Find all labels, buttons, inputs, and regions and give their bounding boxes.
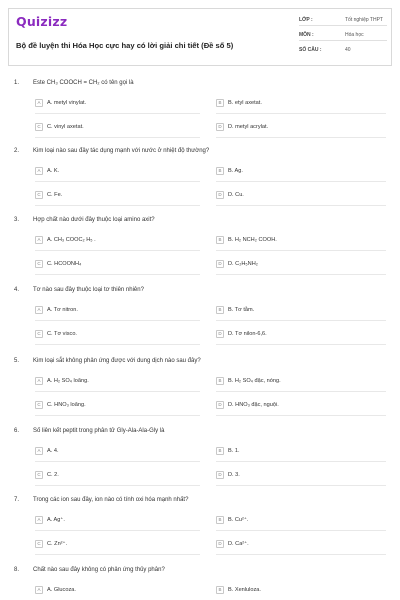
- question-text: Chất nào sau đây không có phản ứng thủy phân?: [33, 567, 165, 573]
- option-letter-box: A: [35, 236, 43, 244]
- option-divider: [216, 554, 386, 555]
- option-divider: [35, 530, 200, 531]
- answer-option[interactable]: [216, 377, 281, 389]
- option-letter-box: A: [35, 377, 43, 385]
- answer-option[interactable]: [216, 191, 244, 203]
- meta-value: Tốt nghiệp THPT: [345, 17, 383, 23]
- option-letter-box: D: [216, 471, 224, 479]
- option-letter-box: B: [216, 516, 224, 524]
- option-divider: [216, 415, 386, 416]
- option-divider: [35, 320, 200, 321]
- option-divider: [35, 461, 200, 462]
- option-divider: [216, 137, 386, 138]
- option-text: B. H₂ NCH₂ COOH.: [228, 237, 277, 243]
- option-divider: [216, 485, 386, 486]
- option-text: A. Tơ nitron.: [47, 307, 78, 313]
- meta-divider: [299, 25, 387, 26]
- question-text: Trong các ion sau đây, ion nào có tính oxi hóa mạnh nhất?: [33, 497, 189, 503]
- option-divider: [35, 485, 200, 486]
- quizizz-logo: Quizizz: [16, 14, 68, 29]
- answer-option[interactable]: [216, 236, 277, 248]
- meta-key: SỐ CÂU :: [299, 47, 322, 53]
- option-divider: [216, 205, 386, 206]
- worksheet-header: [8, 8, 392, 66]
- answer-option[interactable]: [216, 471, 240, 483]
- option-text: B. H₂ SO₄ đặc, nóng.: [228, 378, 281, 384]
- question-number: 7.: [14, 497, 20, 503]
- option-letter-box: A: [35, 447, 43, 455]
- option-text: A. metyl vinylat.: [47, 100, 87, 106]
- option-text: C. Zn²⁺.: [47, 541, 68, 547]
- option-letter-box: D: [216, 123, 224, 131]
- question-text: Kim loại nào sau đây tác dụng mạnh với nước ở nhiệt độ thường?: [33, 148, 210, 154]
- option-divider: [216, 274, 386, 275]
- option-text: B. etyl axetat.: [228, 100, 262, 106]
- option-divider: [35, 205, 200, 206]
- option-text: C. Fe.: [47, 192, 63, 198]
- meta-value: 40: [345, 47, 351, 53]
- answer-option[interactable]: [35, 236, 96, 248]
- option-letter-box: D: [216, 260, 224, 268]
- option-letter-box: A: [35, 586, 43, 594]
- option-divider: [216, 320, 386, 321]
- option-letter-box: C: [35, 123, 43, 131]
- option-text: C. 2.: [47, 472, 59, 478]
- option-letter-box: A: [35, 167, 43, 175]
- option-divider: [216, 250, 386, 251]
- answer-option[interactable]: [35, 191, 62, 203]
- option-divider: [35, 250, 200, 251]
- option-letter-box: C: [35, 191, 43, 199]
- answer-option[interactable]: [216, 447, 240, 459]
- answer-option[interactable]: [216, 540, 249, 552]
- option-text: B. Ag.: [228, 168, 243, 174]
- option-letter-box: B: [216, 99, 224, 107]
- question-number: 2.: [14, 148, 20, 154]
- option-text: C. HCOONH₄: [47, 261, 82, 267]
- answer-option[interactable]: [216, 586, 261, 598]
- option-text: D. metyl acrylat.: [228, 124, 269, 130]
- option-letter-box: D: [216, 191, 224, 199]
- option-text: B. Tơ tằm.: [228, 307, 255, 313]
- option-divider: [216, 530, 386, 531]
- option-letter-box: B: [216, 306, 224, 314]
- option-text: D. 3.: [228, 472, 240, 478]
- option-letter-box: B: [216, 167, 224, 175]
- question-text: Kim loại sắt không phản ứng được với dung dịch nào sau đây?: [33, 358, 201, 364]
- option-text: D. HNO₃ đặc, nguội.: [228, 402, 279, 408]
- option-letter-box: C: [35, 471, 43, 479]
- option-divider: [35, 344, 200, 345]
- worksheet-title: Bộ đề luyện thi Hóa Học cực hay có lời giải chi tiết (Đề số 5): [16, 41, 234, 50]
- question-number: 8.: [14, 567, 20, 573]
- question-number: 1.: [14, 80, 20, 86]
- answer-option[interactable]: [35, 377, 89, 389]
- answer-option[interactable]: [35, 516, 65, 528]
- option-text: A. Glucoza.: [47, 587, 76, 593]
- option-letter-box: A: [35, 99, 43, 107]
- option-letter-box: C: [35, 540, 43, 548]
- question-text: Tơ nào sau đây thuộc loại tơ thiên nhiên?: [33, 287, 144, 293]
- option-divider: [216, 113, 386, 114]
- answer-option[interactable]: [35, 401, 86, 413]
- meta-divider: [299, 40, 387, 41]
- option-text: A. CH₃ COOC₂ H₅ .: [47, 237, 96, 243]
- option-text: A. K.: [47, 168, 60, 174]
- option-text: A. Ag⁺.: [47, 517, 65, 523]
- option-text: A. H₂ SO₄ loãng.: [47, 378, 89, 384]
- option-divider: [216, 344, 386, 345]
- question-number: 4.: [14, 287, 20, 293]
- question-text: Số liên kết peptit trong phân tử Gly-Ala-Ala-Gly là: [33, 428, 165, 434]
- question-number: 6.: [14, 428, 20, 434]
- option-divider: [35, 391, 200, 392]
- option-text: D. Tơ nilon-6,6.: [228, 331, 267, 337]
- option-text: B. Cu²⁺.: [228, 517, 249, 523]
- answer-option[interactable]: [35, 99, 86, 111]
- answer-option[interactable]: [216, 260, 258, 272]
- option-letter-box: D: [216, 540, 224, 548]
- option-letter-box: C: [35, 260, 43, 268]
- answer-option[interactable]: [216, 99, 262, 111]
- answer-option[interactable]: [35, 330, 77, 342]
- option-letter-box: B: [216, 236, 224, 244]
- answer-option[interactable]: [216, 306, 254, 318]
- answer-option[interactable]: [35, 123, 84, 135]
- option-divider: [35, 113, 200, 114]
- option-divider: [216, 181, 386, 182]
- option-letter-box: D: [216, 401, 224, 409]
- option-letter-box: A: [35, 516, 43, 524]
- option-letter-box: C: [35, 330, 43, 338]
- meta-key: LỚP :: [299, 17, 313, 23]
- answer-option[interactable]: [216, 123, 268, 135]
- answer-option[interactable]: [216, 401, 279, 413]
- answer-option[interactable]: [216, 330, 267, 342]
- answer-option[interactable]: [35, 471, 59, 483]
- option-divider: [35, 274, 200, 275]
- option-text: D. C₂H₅NH₂: [228, 261, 258, 267]
- answer-option[interactable]: [35, 540, 67, 552]
- answer-option[interactable]: [35, 586, 76, 598]
- meta-value: Hóa học: [345, 32, 364, 38]
- option-divider: [35, 554, 200, 555]
- option-text: A. 4.: [47, 448, 59, 454]
- option-text: B. 1.: [228, 448, 240, 454]
- meta-key: MÔN :: [299, 32, 314, 38]
- option-text: C. Tơ visco.: [47, 331, 77, 337]
- option-letter-box: B: [216, 586, 224, 594]
- option-text: D. Ca²⁺.: [228, 541, 249, 547]
- answer-option[interactable]: [35, 260, 81, 272]
- option-text: C. HNO₃ loãng.: [47, 402, 86, 408]
- question-text: Hợp chất nào dưới đây thuộc loại amino axit?: [33, 217, 155, 223]
- answer-option[interactable]: [216, 516, 248, 528]
- option-letter-box: C: [35, 401, 43, 409]
- option-letter-box: B: [216, 447, 224, 455]
- option-text: B. Xenluloza.: [228, 587, 261, 593]
- option-letter-box: B: [216, 377, 224, 385]
- option-text: D. Cu.: [228, 192, 244, 198]
- option-letter-box: D: [216, 330, 224, 338]
- answer-option[interactable]: [35, 167, 59, 179]
- answer-option[interactable]: [35, 447, 59, 459]
- question-number: 5.: [14, 358, 20, 364]
- option-divider: [35, 181, 200, 182]
- option-letter-box: A: [35, 306, 43, 314]
- question-number: 3.: [14, 217, 20, 223]
- option-divider: [216, 461, 386, 462]
- answer-option[interactable]: [216, 167, 243, 179]
- option-divider: [35, 137, 200, 138]
- option-divider: [216, 391, 386, 392]
- question-text: Este CH₃ COOCH = CH₂ có tên gọi là: [33, 80, 134, 86]
- option-text: C. vinyl axetat.: [47, 124, 84, 130]
- answer-option[interactable]: [35, 306, 78, 318]
- option-divider: [35, 415, 200, 416]
